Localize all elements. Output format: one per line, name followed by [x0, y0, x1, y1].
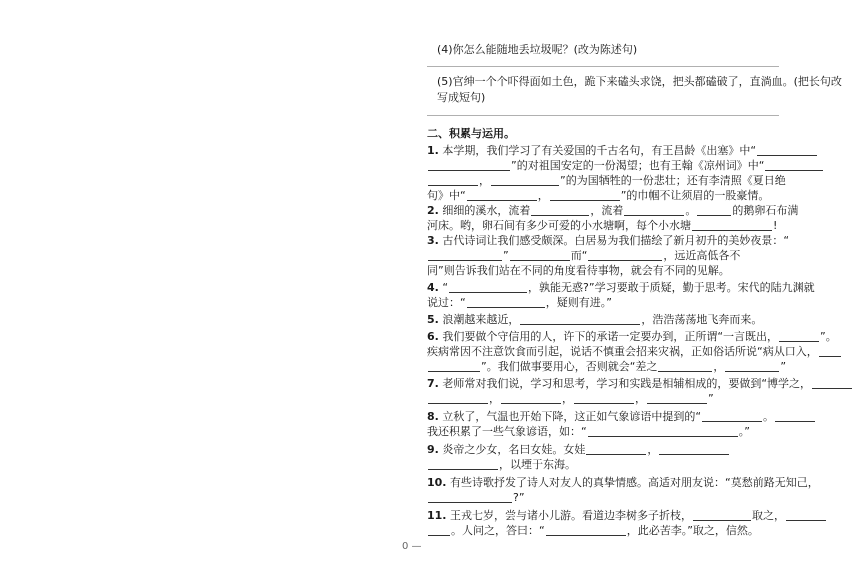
item-number: 5.	[427, 313, 439, 326]
blank[interactable]	[520, 313, 640, 325]
item-number: 9.	[427, 443, 439, 456]
section-title: 二、积累与运用。	[427, 127, 515, 140]
item-number: 11.	[427, 509, 447, 522]
item-number: 1.	[427, 144, 439, 157]
item-2-line2: 河床。哟，卵石间有多少可爱的小水塘啊，每个小水塘 !	[427, 219, 778, 232]
q5-text-line2: 写成短句)	[437, 91, 486, 104]
item-1-line4: 句》中“ ， ”的巾帼不让须眉的一股豪情。	[427, 189, 770, 202]
item-number: 6.	[427, 330, 439, 343]
blank[interactable]	[428, 392, 488, 404]
item-number: 8.	[427, 410, 439, 423]
blank[interactable]	[550, 189, 620, 201]
q4-text: (4)你怎么能随地丢垃圾呢？(改为陈述句)	[437, 43, 638, 56]
blank[interactable]	[697, 204, 731, 216]
item-4-line2: 说过：“ ，疑则有进。”	[427, 296, 612, 309]
item-number: 4.	[427, 281, 439, 294]
item-10-line2: ?”	[427, 490, 777, 505]
item-6-line1: 6. 我们要做个守信用的人，许下的承诺一定要办到，正所谓“一言既出， ”。	[427, 330, 837, 343]
blank[interactable]	[449, 281, 527, 293]
answer-rule[interactable]	[427, 66, 779, 67]
blank[interactable]	[659, 443, 729, 455]
item-11-line1: 11. 王戎七岁，尝与诸小儿游。看道边李树多子折枝， 取之，	[427, 508, 777, 523]
item-3-line1: 3. 古代诗词让我们感受颇深。白居易为我们描绘了新月初升的美妙夜景：“	[427, 234, 790, 247]
item-number: 2.	[427, 204, 439, 217]
blank[interactable]	[467, 189, 537, 201]
item-1-line3: ， ”的为国牺牲的一份悲壮；还有李清照《夏日绝	[427, 173, 777, 188]
item-7-line2: ， ， ， ”	[427, 391, 777, 406]
blank[interactable]	[765, 159, 823, 171]
item-6-line2: 疾病常因不注意饮食而引起，说话不慎重会招来灾祸，正如俗话所说“病从口入，	[427, 344, 777, 359]
item-8-line2: 我还积累了一些气象谚语，如：“ 。”	[427, 425, 750, 438]
item-6-line3: ”。我们做事要用心，否则就会“差之 ， ”	[427, 359, 777, 374]
item-8-line1: 8. 立秋了，气温也开始下降，这正如气象谚语中提到的“ 。	[427, 409, 777, 424]
item-3-line3: 同”则告诉我们站在不同的角度看待事物，就会有不同的见解。	[427, 264, 730, 277]
q5-text-line1: (5)官绅一个个吓得面如土色，跪下来磕头求饶，把头都磕破了，直淌血。(把长句改	[437, 75, 842, 88]
item-4-line1: 4. “ ，孰能无惑?”学习要敢于质疑，勤于思考。宋代的陆九渊就	[427, 281, 815, 294]
blank[interactable]	[510, 249, 570, 261]
item-10-line1: 10. 有些诗歌抒发了诗人对友人的真挚情感。高适对朋友说：“莫愁前路无知己，	[427, 476, 819, 489]
item-9-line1: 9. 炎帝之少女，名曰女娃。女娃 ，	[427, 442, 777, 457]
blank[interactable]	[647, 392, 707, 404]
blank[interactable]	[501, 392, 561, 404]
blank[interactable]	[428, 458, 498, 470]
item-2-line1: 2. 细细的溪水，流着 ，流着 。 的鹅卵石布满	[427, 204, 799, 217]
blank[interactable]	[428, 249, 502, 261]
blank[interactable]	[757, 144, 817, 156]
blank[interactable]	[531, 204, 589, 216]
blank[interactable]	[574, 392, 634, 404]
page-number: 0 —	[402, 541, 422, 552]
blank[interactable]	[491, 174, 559, 186]
item-5-line1: 5. 浪潮越来越近， ，浩浩荡荡地飞奔而来。	[427, 313, 763, 326]
blank[interactable]	[428, 524, 450, 536]
blank[interactable]	[428, 174, 478, 186]
blank[interactable]	[588, 249, 662, 261]
blank[interactable]	[702, 410, 762, 422]
blank[interactable]	[812, 377, 852, 389]
item-11-line2: 。人问之，答曰：“ ，此必苦李。”取之，信然。	[427, 523, 777, 538]
item-number: 10.	[427, 476, 447, 489]
blank[interactable]	[428, 159, 510, 171]
blank[interactable]	[819, 345, 841, 357]
blank[interactable]	[692, 219, 772, 231]
item-9-line2: ，以堙于东海。	[427, 457, 777, 472]
blank[interactable]	[624, 204, 684, 216]
blank[interactable]	[658, 360, 712, 372]
item-7-line1: 7. 老师常对我们说，学习和思考，学习和实践是相辅相成的，要做到“博学之，	[427, 376, 777, 391]
item-1-line2: ”的对祖国安定的一份渴望；也有王翰《凉州词》中“	[427, 158, 777, 173]
item-number: 7.	[427, 377, 439, 390]
answer-rule[interactable]	[427, 115, 779, 116]
blank[interactable]	[428, 491, 512, 503]
blank[interactable]	[588, 425, 738, 437]
item-3-line2: ” 而“ ，远近高低各不	[427, 248, 777, 263]
blank[interactable]	[775, 410, 815, 422]
blank[interactable]	[428, 360, 480, 372]
item-number: 3.	[427, 234, 439, 247]
blank[interactable]	[546, 524, 626, 536]
blank[interactable]	[693, 509, 751, 521]
blank[interactable]	[467, 296, 545, 308]
blank[interactable]	[725, 360, 779, 372]
blank[interactable]	[779, 330, 819, 342]
item-1-line1: 1. 本学期，我们学习了有关爱国的千古名句，有王昌龄《出塞》中“	[427, 143, 777, 158]
blank[interactable]	[586, 443, 646, 455]
blank[interactable]	[786, 509, 826, 521]
